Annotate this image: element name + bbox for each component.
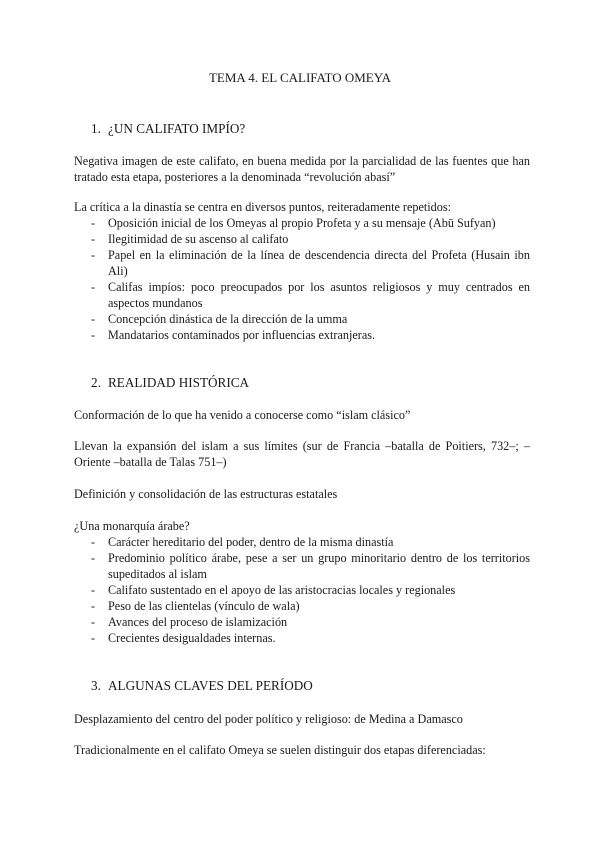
section-3-title: ALGUNAS CLAVES DEL PERÍODO xyxy=(108,678,313,693)
list-item: - Predominio político árabe, pese a ser un grupo minoritario dentro de los territorios supeditados al islam xyxy=(91,551,530,581)
list-item: - Papel en la eliminación de la línea de descendencia directa del Profeta (Husain ibn Ali) xyxy=(91,248,530,278)
section-2-paragraph-3: Definición y consolidación de las estructuras estatales xyxy=(74,487,338,501)
section-3-heading xyxy=(91,678,313,694)
list-item: - Oposición inicial de los Omeyas al propio Profeta y a su mensaje (Abū Sufyan) xyxy=(91,216,496,230)
section-2-heading xyxy=(91,375,249,391)
section-2-paragraph-2: Llevan la expansión del islam a sus límites (sur de Francia –batalla de Poitiers, 732–; –Oriente –batalla de Talas 751–) xyxy=(74,439,530,469)
section-1-title: ¿UN CALIFATO IMPÍO? xyxy=(108,121,246,136)
section-1-heading xyxy=(91,121,245,137)
section-1-criticism-list xyxy=(74,215,530,343)
list-item: - Mandatarios contaminados por influencias extranjeras. xyxy=(91,328,376,342)
section-1-paragraph-2: La crítica a la dinastía se centra en diversos puntos, reiteradamente repetidos: xyxy=(74,200,451,214)
section-3-paragraph-1: Desplazamiento del centro del poder político y religioso: de Medina a Damasco xyxy=(74,712,463,726)
section-1-paragraph-1: Negativa imagen de este califato, en buena medida por la parcialidad de las fuentes que han tratado esta etapa, posteriores a la denominada “revolución abasí” xyxy=(74,154,530,184)
list-item: - Carácter hereditario del poder, dentro de la misma dinastía xyxy=(91,535,394,549)
section-2-paragraph-4: ¿Una monarquía árabe? xyxy=(74,519,190,533)
list-item: - Peso de las clientelas (vínculo de wala) xyxy=(91,599,300,613)
section-1-number: 1. xyxy=(91,121,101,136)
document-title: TEMA 4. EL CALIFATO OMEYA xyxy=(208,70,392,85)
section-2-paragraph-1: Conformación de lo que ha venido a conocerse como “islam clásico” xyxy=(74,408,411,422)
section-2-title: REALIDAD HISTÓRICA xyxy=(108,375,250,390)
list-item: - Concepción dinástica de la dirección de la umma xyxy=(91,312,348,326)
section-3-paragraph-2: Tradicionalmente en el califato Omeya se suelen distinguir dos etapas diferenciadas: xyxy=(74,743,486,757)
list-item: - Califas impíos: poco preocupados por los asuntos religiosos y muy centrados en aspectos mundanos xyxy=(91,280,530,310)
section-2-monarchy-list xyxy=(74,534,530,646)
list-item: - Califato sustentado en el apoyo de las aristocracias locales y regionales xyxy=(91,583,456,597)
section-3-number: 3. xyxy=(91,678,101,693)
section-2-number: 2. xyxy=(91,375,101,390)
list-item: - Crecientes desigualdades internas. xyxy=(91,631,276,645)
list-item: - Avances del proceso de islamización xyxy=(91,615,288,629)
list-item: - Ilegitimidad de su ascenso al califato xyxy=(91,232,289,246)
